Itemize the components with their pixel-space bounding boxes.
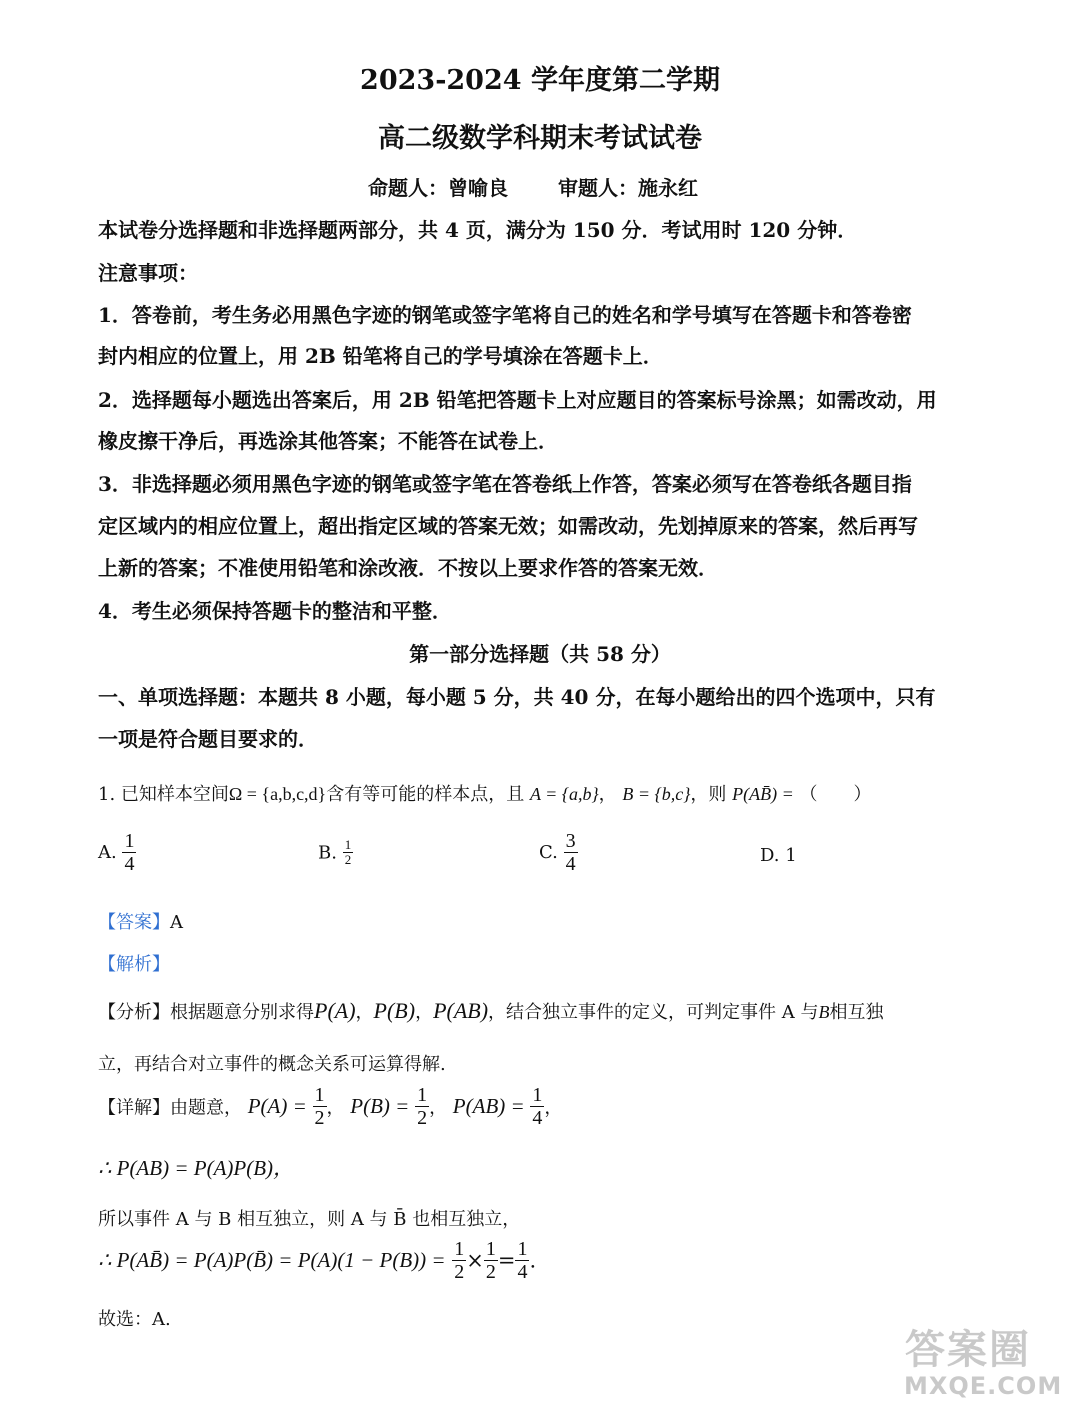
fraction-denominator: 2	[417, 1107, 428, 1129]
question-1-mid-text: 含有等可能的样本点，且	[326, 784, 525, 805]
fraction-numerator: 3	[565, 830, 576, 852]
fraction-numerator: 1	[485, 1238, 496, 1260]
section-one-line-2: 一项是符合题目要求的．	[98, 727, 318, 751]
fenxi-text-1: 根据题意分别求得	[170, 1002, 314, 1023]
fraction-half	[313, 1084, 327, 1129]
notice-item-2-line-2: 橡皮擦干净后，再选涂其他答案；不能答在试卷上．	[98, 429, 558, 453]
fraction-quarter	[530, 1084, 544, 1129]
question-1	[98, 780, 872, 806]
analysis-label: 【解析】	[98, 954, 170, 975]
notice-item-3-line-1: 3．非选择题必须用黑色字迹的钢笔或签字笔在答卷纸上作答，答案必须写在答卷纸各题目指	[98, 472, 912, 496]
fraction-numerator: 1	[344, 837, 352, 852]
times-sign: ×	[466, 1248, 484, 1273]
fraction-denominator: 4	[532, 1107, 543, 1129]
independence-equation: ∴ P(AB) = P(A)P(B)，	[98, 1156, 295, 1180]
reviewer-line: 审题人：施永红	[558, 176, 698, 200]
sample-space-formula: Ω = {a,b,c,d}	[228, 784, 327, 804]
watermark-logo-text: 答案圈	[905, 1327, 1031, 1373]
answer-paren: （ ）	[799, 784, 872, 805]
fraction-numerator: 1	[532, 1084, 543, 1106]
final-equation-chain: ∴ P(AB̄) = P(A)P(B̄) = P(A)(1 − P(B)) =	[98, 1248, 446, 1272]
fraction-denominator: 2	[344, 852, 352, 868]
fraction-numerator: 1	[517, 1238, 528, 1260]
set-b-formula: B = {b,c}	[622, 784, 691, 804]
formula-pa-eq: P(A) =	[247, 1094, 307, 1118]
equals-sign: =	[497, 1248, 516, 1273]
exam-intro: 本试卷分选择题和非选择题两部分，共 4 页，满分为 150 分．考试用时 120 分钟．	[98, 218, 858, 242]
notice-item-1-line-1: 1．答卷前，考生务必用黑色字迹的钢笔或签字笔将自己的姓名和学号填写在答题卡和答卷密	[98, 303, 912, 327]
answer-label: 【答案】	[98, 912, 170, 933]
answer-value: A	[170, 912, 183, 933]
option-c-fraction	[564, 830, 578, 875]
period: .	[529, 1248, 537, 1273]
notice-heading: 注意事项：	[98, 261, 198, 285]
option-c-label: C.	[539, 842, 558, 863]
fraction-numerator: 1	[454, 1238, 465, 1260]
fenxi-text-3: 相互独	[829, 1002, 884, 1023]
option-b-label: B.	[318, 842, 337, 864]
option-b	[318, 838, 353, 868]
part-one-heading: 第一部分选择题（共 58 分）	[409, 642, 671, 666]
fraction-half	[484, 1238, 498, 1283]
formula-pb-eq: P(B) =	[350, 1094, 410, 1118]
exam-term-title: 2023-2024 学年度第二学期	[360, 65, 720, 96]
section-one-line-1: 一、单项选择题：本题共 8 小题，每小题 5 分，共 40 分，在每小题给出的四个选项中，只有	[98, 685, 936, 709]
option-d: D. 1	[760, 845, 797, 866]
independence-statement: 所以事件 A 与 B 相互独立，则 A 与 B̄ 也相互独立，	[98, 1209, 521, 1230]
detail-line-1: 【详解】由题意， P(A) = $\frac{1}{2}$ ， P(B) = $\frac{1}{2}$ ， P(AB) = $\frac{1}{4}$ ，	[98, 1084, 563, 1129]
formula-pb: P(B)	[373, 998, 416, 1023]
option-a-label: A.	[98, 842, 117, 863]
set-a-formula: A = {a,b}	[529, 784, 599, 804]
option-a	[98, 830, 136, 875]
final-choice: 故选：A.	[98, 1309, 171, 1330]
detail-text: 由题意，	[170, 1097, 242, 1119]
detail-label: 【详解】	[98, 1097, 170, 1119]
comma: ，	[355, 1002, 374, 1023]
formula-pa: P(A)	[314, 998, 356, 1023]
fraction-numerator: 1	[124, 830, 135, 852]
notice-item-2-line-1: 2．选择题每小题选出答案后，用 2B 铅笔把答题卡上对应题目的答案标号涂黑；如需改动，用	[98, 388, 937, 412]
formula-pab: P(AB)	[433, 998, 489, 1023]
probability-ask-formula: P(AB̄) =	[732, 784, 794, 804]
fraction-denominator: 4	[565, 853, 576, 875]
fraction-denominator: 4	[517, 1261, 528, 1283]
event-b: B	[818, 1002, 830, 1022]
fraction-numerator: 1	[314, 1084, 325, 1106]
fenxi-label: 【分析】	[98, 1002, 170, 1023]
notice-item-4: 4．考生必须保持答题卡的整洁和平整．	[98, 599, 452, 623]
fraction-half	[415, 1084, 429, 1129]
notice-item-3-line-3: 上新的答案；不准使用铅笔和涂改液．不按以上要求作答的答案无效．	[98, 556, 718, 580]
fraction-denominator: 2	[454, 1261, 465, 1283]
setter-line: 命题人：曾喻良	[368, 176, 508, 200]
watermark-site-text: MXQE.COM	[904, 1372, 1063, 1400]
question-1-prefix: 1. 已知样本空间	[98, 784, 229, 805]
fraction-quarter	[515, 1238, 529, 1283]
option-a-fraction	[122, 830, 136, 875]
option-b-fraction	[343, 838, 354, 868]
formula-pab-eq: P(AB) =	[452, 1094, 525, 1118]
notice-item-1-line-2: 封内相应的位置上，用 2B 铅笔将自己的学号填涂在答题卡上．	[98, 344, 663, 368]
fenxi-line-2: 立，再结合对立事件的概念关系可运算得解.	[98, 1054, 446, 1075]
comma: ，	[415, 1002, 434, 1023]
comma: ，	[598, 784, 617, 805]
fenxi-text-2: ，结合独立事件的定义，可判定事件 A 与	[488, 1002, 819, 1023]
option-c	[539, 830, 578, 875]
final-equation	[98, 1238, 536, 1283]
question-1-then: ，则	[690, 784, 727, 805]
fraction-half	[452, 1238, 466, 1283]
fenxi-line-1	[98, 998, 883, 1024]
fraction-denominator: 4	[124, 853, 135, 875]
fraction-numerator: 1	[417, 1084, 428, 1106]
answer-line	[98, 908, 183, 934]
fraction-denominator: 2	[485, 1261, 496, 1283]
notice-item-3-line-2: 定区域内的相应位置上，超出指定区域的答案无效；如需改动，先划掉原来的答案，然后再写	[98, 514, 918, 538]
fraction-denominator: 2	[314, 1107, 325, 1129]
exam-paper-title: 高二级数学科期末考试试卷	[378, 123, 702, 154]
